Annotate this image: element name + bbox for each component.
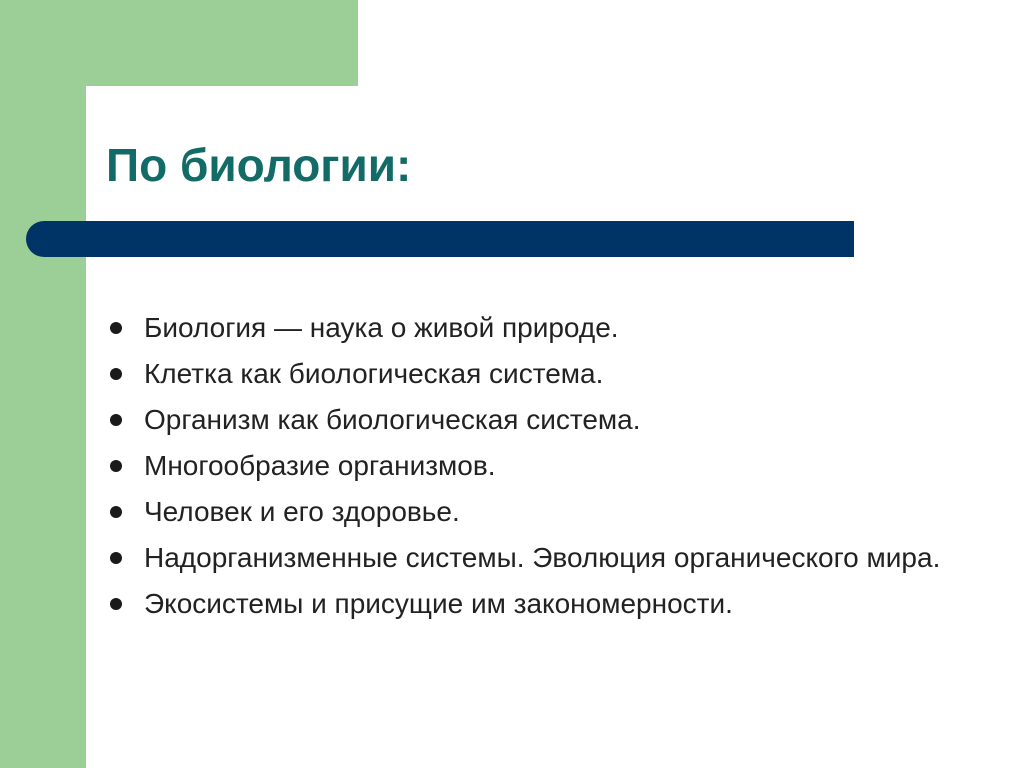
bullet-list xyxy=(106,312,986,634)
bullet-dot-icon xyxy=(110,414,122,426)
decorative-green-band-left xyxy=(0,0,86,768)
list-item-text: Многообразие организмов. xyxy=(144,450,496,481)
bullet-dot-icon xyxy=(110,552,122,564)
list-item xyxy=(106,588,986,620)
list-item-text: Надорганизменные системы. Эволюция органического мира. xyxy=(144,542,941,573)
list-item xyxy=(106,312,986,344)
bullet-dot-icon xyxy=(110,368,122,380)
list-item xyxy=(106,404,986,436)
list-item-text: Биология — наука о живой природе. xyxy=(144,312,619,343)
title-underline-bar xyxy=(26,221,854,257)
slide-title: По биологии: xyxy=(106,139,412,191)
list-item xyxy=(106,358,986,390)
list-item-text: Экосистемы и присущие им закономерности. xyxy=(144,588,733,619)
decorative-green-band-top xyxy=(0,0,358,86)
decorative-rounded-corner xyxy=(86,86,146,146)
list-item-text: Клетка как биологическая система. xyxy=(144,358,604,389)
list-item-text: Человек и его здоровье. xyxy=(144,496,460,527)
list-item xyxy=(106,542,986,574)
list-item xyxy=(106,450,986,482)
list-item-text: Организм как биологическая система. xyxy=(144,404,641,435)
bullet-dot-icon xyxy=(110,598,122,610)
bullet-dot-icon xyxy=(110,322,122,334)
bullet-dot-icon xyxy=(110,460,122,472)
bullet-dot-icon xyxy=(110,506,122,518)
list-item xyxy=(106,496,986,528)
